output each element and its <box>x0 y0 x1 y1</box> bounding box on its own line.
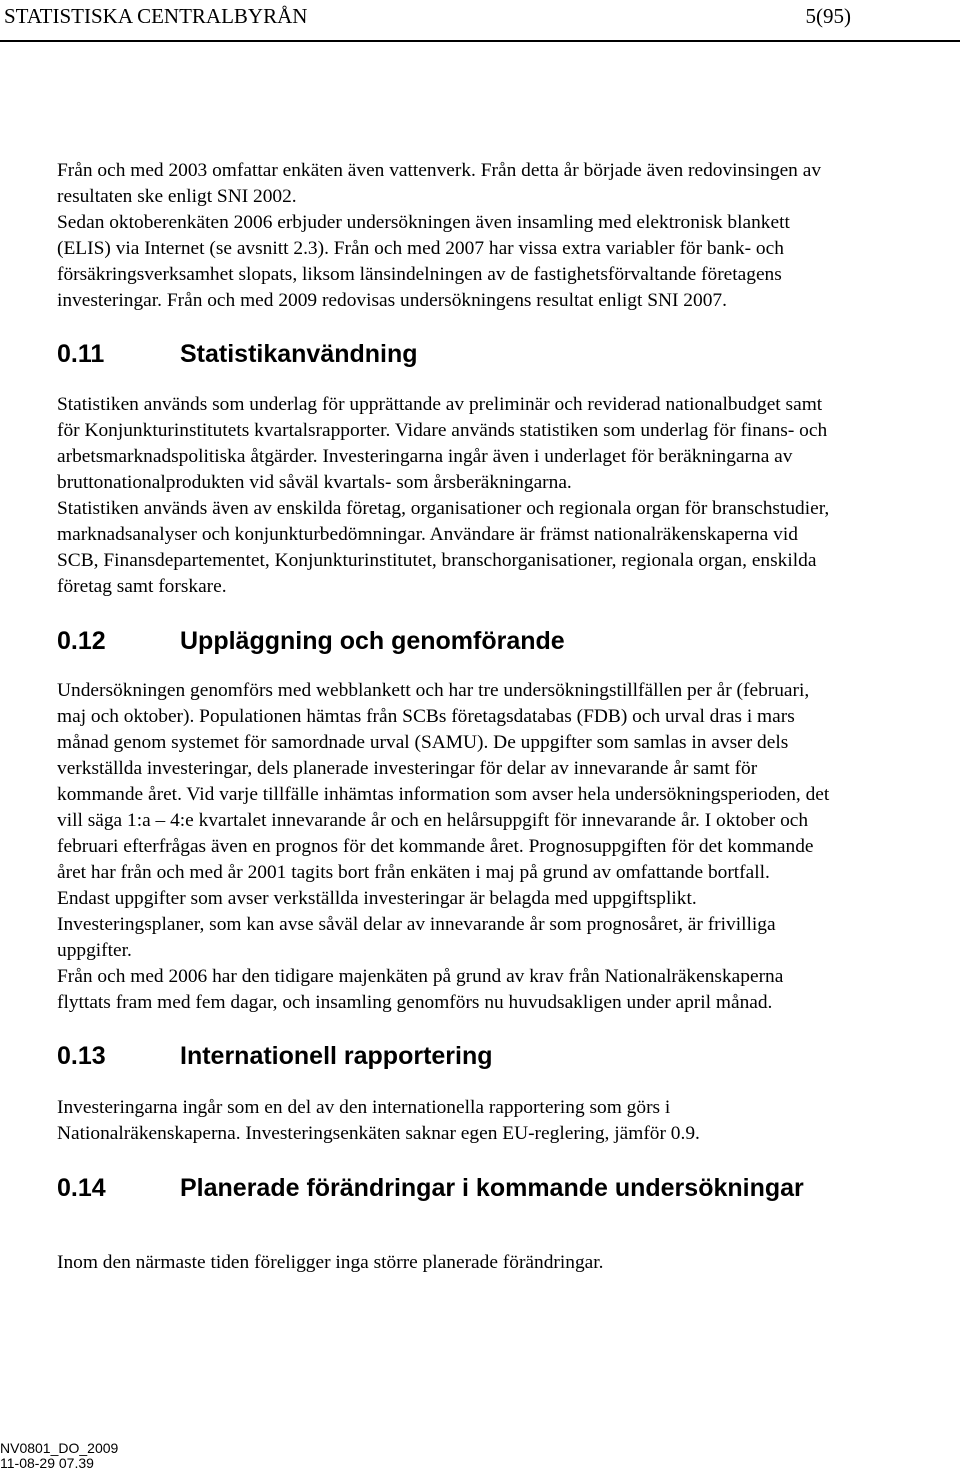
section-heading-0-12 <box>57 625 957 657</box>
text-line: Investeringsplaner, som kan avse såväl delar av innevarande år som prognosåret, är frivilliga <box>57 914 776 935</box>
section-title: Internationell rapportering <box>180 1042 493 1070</box>
text-line: året har från och med år 2001 tagits bort från enkäten i maj på grund av omfattande bortfall. <box>57 862 770 883</box>
section-heading-0-11 <box>57 338 957 370</box>
intro-text <box>57 158 957 314</box>
section-heading-0-14 <box>57 1172 957 1204</box>
text-line: kommande året. Vid varje tillfälle inhämtas information som avser hela undersökningsperioden, det <box>57 784 830 805</box>
text-line: Undersökningen genomförs med webblankett och har tre undersökningstillfällen per år (februari, <box>57 680 810 701</box>
text-line: arbetsmarknadspolitiska åtgärder. Investeringarna ingår även i underlaget för beräkningarna av <box>57 446 793 467</box>
section-title: Uppläggning och genomförande <box>180 627 565 655</box>
section-number: 0.13 <box>57 1042 106 1070</box>
text-line: Statistiken används även av enskilda företag, organisationer och regionala organ för branschstudier, <box>57 498 830 519</box>
text-line: verkställda investeringar, dels planerade investeringar för delar av innevarande år samt för <box>57 758 758 779</box>
section-body-0-14 <box>57 1250 957 1276</box>
section-number: 0.14 <box>57 1174 106 1202</box>
section-title: Planerade förändringar i kommande undersökningar <box>180 1174 804 1202</box>
document-id: NV0801_DO_2009 <box>0 1440 119 1456</box>
intro-paragraph-1 <box>57 158 957 210</box>
section-heading-0-13 <box>57 1040 957 1072</box>
text-line: resultaten ske enligt SNI 2002. <box>57 186 297 207</box>
paragraph <box>57 964 957 1016</box>
section-number: 0.11 <box>57 340 105 368</box>
text-line: vill säga 1:a – 4:e kvartalet innevarande år och en helårsuppgift för innevarande år. I oktober och <box>57 810 809 831</box>
text-line: bruttonationalprodukten vid såväl kvartals- som årsberäkningarna. <box>57 472 572 493</box>
text-line: företag samt forskare. <box>57 576 227 597</box>
section-number: 0.12 <box>57 627 106 655</box>
text-line: februari efterfrågas även en prognos för det kommande året. Prognosuppgiften för det kommande <box>57 836 814 857</box>
page-header <box>0 0 960 42</box>
text-line: Inom den närmaste tiden föreligger inga större planerade förändringar. <box>57 1252 604 1273</box>
page-number: 5(95) <box>805 4 851 28</box>
text-line: Från och med 2006 har den tidigare majenkäten på grund av krav från Nationalräkenskaperna <box>57 966 784 987</box>
text-line: Statistiken används som underlag för upprättande av preliminär och reviderad nationalbudget samt <box>57 394 823 415</box>
paragraph <box>57 496 957 600</box>
paragraph <box>57 392 957 496</box>
text-line: Investeringarna ingår som en del av den internationella rapportering som görs i <box>57 1097 671 1118</box>
text-line: SCB, Finansdepartementet, Konjunkturinstitutet, branschorganisationer, regionala organ, enskilda <box>57 550 817 571</box>
section-body-0-13 <box>57 1095 957 1147</box>
paragraph <box>57 1250 957 1276</box>
footer-timestamp: 11-08-29 07.39 <box>0 1455 94 1471</box>
text-line: maj och oktober). Populationen hämtas från SCBs företagsdatabas (FDB) och urval dras i mars <box>57 706 795 727</box>
paragraph <box>57 678 957 964</box>
text-line: för Konjunkturinstitutets kvartalsrapporter. Vidare används statistiken som underlag för finans- och <box>57 420 828 441</box>
text-line: Sedan oktoberenkäten 2006 erbjuder undersökningen även insamling med elektronisk blankett <box>57 212 790 233</box>
page-footer <box>0 1441 118 1471</box>
paragraph <box>57 1095 957 1147</box>
section-body-0-12 <box>57 678 957 1016</box>
text-line: marknadsanalyser och konjunkturbedömningar. Användare är främst nationalräkenskaperna vid <box>57 524 798 545</box>
intro-paragraph-2 <box>57 210 957 314</box>
text-line: Nationalräkenskaperna. Investeringsenkäten saknar egen EU-reglering, jämför 0.9. <box>57 1123 700 1144</box>
text-line: flyttats fram med fem dagar, och insamling genomförs nu huvudsakligen under april månad. <box>57 992 773 1013</box>
section-body-0-11 <box>57 392 957 600</box>
text-line: investeringar. Från och med 2009 redovisas undersökningens resultat enligt SNI 2007. <box>57 290 727 311</box>
text-line: försäkringsverksamhet slopats, liksom länsindelningen av de fastighetsförvaltande företagens <box>57 264 782 285</box>
section-title: Statistikanvändning <box>180 340 418 368</box>
text-line: uppgifter. <box>57 940 132 961</box>
text-line: månad genom systemet för samordnade urval (SAMU). De uppgifter som samlas in avser dels <box>57 732 789 753</box>
text-line: Från och med 2003 omfattar enkäten även vattenverk. Från detta år började även redovinsingen av <box>57 160 822 181</box>
text-line: Endast uppgifter som avser verkställda investeringar är belagda med uppgiftsplikt. <box>57 888 697 909</box>
organization-name: STATISTISKA CENTRALBYRÅN <box>4 4 308 28</box>
text-line: (ELIS) via Internet (se avsnitt 2.3). Från och med 2007 har vissa extra variabler för bank- och <box>57 238 784 259</box>
